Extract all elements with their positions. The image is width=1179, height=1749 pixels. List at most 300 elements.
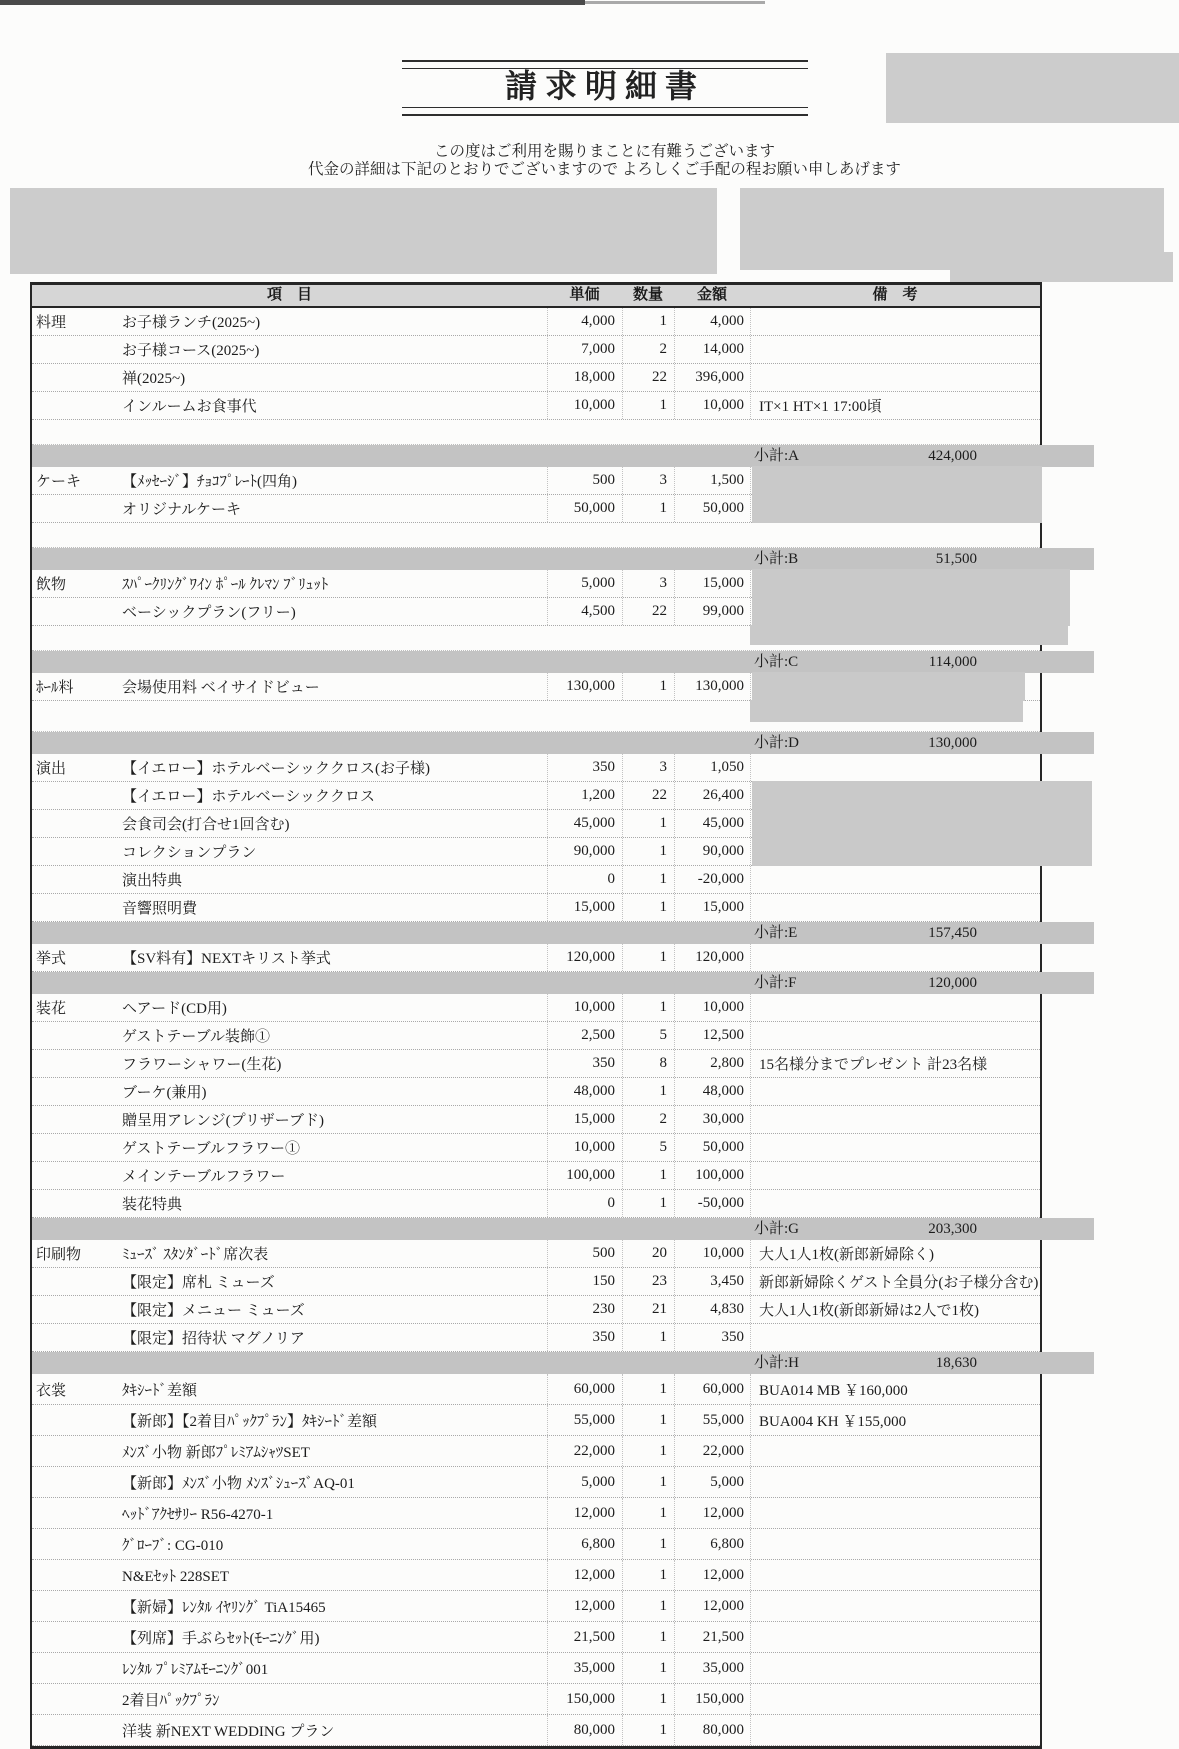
cell-category: 印刷物 [36,1247,82,1263]
scan-top-strip-dark [0,0,585,5]
subtotal-value: 203,300 [928,1221,977,1237]
cell-amount: 99,000 [674,598,750,625]
cell-item-name: ｽﾊﾟｰｸﾘﾝｸﾞﾜｲﾝ ﾎﾟｰﾙ ｸﾚﾏﾝ ﾌﾞﾘｭｯﾄ [122,577,329,593]
table-row [32,1162,1040,1190]
cell-item-name: 【ﾒｯｾｰｼﾞ】ﾁｮｺﾌﾟﾚｰﾄ(四角) [122,474,297,490]
cell-remarks [750,1529,1040,1559]
cell-amount: 12,000 [674,1560,750,1590]
subtotal-value: 114,000 [928,654,977,670]
cell-quantity: 1 [622,1436,674,1466]
cell-remarks: IT×1 HT×1 17:00頃 [750,392,1040,419]
redacted-remark [752,597,1070,626]
cell-amount: -20,000 [674,866,750,893]
cell-remarks [750,1467,1040,1497]
subtotal-row [32,445,1094,467]
cell-quantity: 1 [622,495,674,522]
subtotal-value: 130,000 [928,735,977,751]
cell-remarks: BUA014 MB ￥160,000 [750,1374,1040,1404]
cell-item-name: ベーシックプラン(フリー) [122,605,296,621]
cell-remarks: 新郎新婦除くゲスト全員分(お子様分含む) [750,1268,1040,1295]
cell-unit-price: 5,000 [547,1467,622,1497]
cell-item-name: 【SV料有】NEXTキリスト挙式 [122,951,331,967]
cell-unit-price: 100,000 [547,1162,622,1189]
cell-amount: 1,500 [674,467,750,494]
cell-category: 衣裳 [36,1382,67,1399]
cell-category [32,838,122,865]
cell-item-name: 【限定】席札 ミューズ [122,1275,275,1291]
cell-quantity: 1 [622,1591,674,1621]
section-gap [32,420,1040,445]
cell-item-name: 会食司会(打合せ1回含む) [122,817,290,833]
cell-unit-price: 500 [547,1240,622,1267]
cell-amount: -50,000 [674,1190,750,1217]
cell-quantity: 1 [622,1622,674,1652]
cell-category [32,1498,122,1528]
table-row [32,1268,1040,1296]
table-row [32,336,1040,364]
cell-category [32,1622,122,1652]
table-row [32,673,1040,701]
cell-amount: 1,050 [674,754,750,781]
cell-category [32,1560,122,1590]
cell-amount: 4,830 [674,1296,750,1323]
cell-amount: 90,000 [674,838,750,865]
table-row [32,598,1040,626]
cell-remarks [750,782,1040,809]
subtotal-row [32,1218,1094,1240]
cell-unit-price: 21,500 [547,1622,622,1652]
cell-quantity: 1 [622,1078,674,1105]
cell-category [32,810,122,837]
cell-unit-price: 2,500 [547,1022,622,1049]
cell-remarks [750,1498,1040,1528]
table-row [32,1405,1040,1436]
cell-category [32,1190,122,1217]
cell-quantity: 22 [622,782,674,809]
cell-remarks [750,1324,1040,1351]
table-row [32,994,1040,1022]
cell-amount: 50,000 [674,495,750,522]
table-row [32,1560,1040,1591]
cell-quantity: 1 [622,1715,674,1745]
cell-unit-price: 0 [547,1190,622,1217]
cell-remarks [750,1622,1040,1652]
table-row [32,1498,1040,1529]
cell-amount: 350 [674,1324,750,1351]
cell-item-name: 【イエロー】ホテルベーシッククロス(お子様) [122,761,431,777]
cell-category [32,1268,122,1295]
cell-amount: 50,000 [674,1134,750,1161]
cell-item-name: 【限定】招待状 マグノリア [122,1331,305,1347]
cell-quantity: 20 [622,1240,674,1267]
cell-amount: 100,000 [674,1162,750,1189]
cell-category [32,598,122,625]
cell-item-name: お子様コース(2025~) [122,343,260,359]
cell-item-name: 禅(2025~) [122,371,186,387]
cell-category: 挙式 [36,951,67,967]
cell-quantity: 1 [622,1467,674,1497]
cell-item-name: 2着目ﾊﾟｯｸﾌﾟﾗﾝ [122,1692,220,1709]
cell-item-name: お子様ランチ(2025~) [122,315,261,331]
table-row [32,810,1040,838]
subtotal-row [32,1352,1094,1374]
cell-amount: 80,000 [674,1715,750,1745]
header-amount: 金額 [696,287,727,303]
cell-quantity: 1 [622,308,674,335]
cell-unit-price: 12,000 [547,1591,622,1621]
redacted-remark [752,569,1070,598]
table-row [32,1324,1040,1352]
cell-quantity: 3 [622,754,674,781]
cell-remarks [750,495,1040,522]
cell-category: 飲物 [36,577,67,593]
cell-amount: 6,800 [674,1529,750,1559]
cell-unit-price: 4,500 [547,598,622,625]
cell-item-name: ﾍｯﾄﾞｱｸｾｻﾘｰ R56-4270-1 [122,1506,274,1523]
cell-remarks [750,1134,1040,1161]
cell-category [32,392,122,419]
table-row [32,570,1040,598]
table-row [32,1436,1040,1467]
cell-category [32,364,122,391]
cell-quantity: 8 [622,1050,674,1077]
subtotal-label: 小計:E [754,925,798,941]
cell-item-name: 【新郎】ﾒﾝｽﾞ小物 ﾒﾝｽﾞｼｭｰｽﾞAQ-01 [122,1475,355,1492]
cell-remarks [750,1436,1040,1466]
cell-category [32,1078,122,1105]
scan-top-strip-light [585,1,765,4]
cell-item-name: 【新郎】【2着目ﾊﾟｯｸﾌﾟﾗﾝ】ﾀｷｼｰﾄﾞ差額 [122,1413,378,1430]
table-row [32,1134,1040,1162]
cell-unit-price: 48,000 [547,1078,622,1105]
cell-quantity: 1 [622,1684,674,1714]
table-row [32,1591,1040,1622]
cell-item-name: オリジナルケーキ [122,502,241,518]
cell-category [32,1715,122,1745]
subtotal-row [32,922,1094,944]
cell-item-name: 【新婦】ﾚﾝﾀﾙ ｲﾔﾘﾝｸﾞ TiA15465 [122,1599,326,1616]
cell-category [32,1106,122,1133]
cell-quantity: 1 [622,838,674,865]
cell-quantity: 2 [622,336,674,363]
cell-category [32,1050,122,1077]
section-gap [32,523,1040,548]
cell-item-name: ﾀｷｼｰﾄﾞ差額 [122,1382,198,1399]
cell-remarks: 大人1人1枚(新郎新婦は2人で1枚) [750,1296,1040,1323]
redacted-remark [750,700,1023,722]
table-row [32,1715,1040,1746]
cell-quantity: 3 [622,467,674,494]
cell-remarks: BUA004 KH ￥155,000 [750,1405,1040,1435]
cell-amount: 120,000 [674,944,750,971]
cell-unit-price: 150 [547,1268,622,1295]
cell-quantity: 23 [622,1268,674,1295]
cell-item-name: ﾚﾝﾀﾙ ﾌﾟﾚﾐｱﾑﾓｰﾆﾝｸﾞ001 [122,1661,269,1678]
cell-amount: 10,000 [674,1240,750,1267]
cell-unit-price: 35,000 [547,1653,622,1683]
cell-unit-price: 12,000 [547,1498,622,1528]
cell-item-name: 【限定】メニュー ミューズ [122,1303,305,1319]
cell-amount: 26,400 [674,782,750,809]
cell-amount: 14,000 [674,336,750,363]
table-row [32,1684,1040,1715]
subtotal-value: 120,000 [928,975,977,991]
cell-remarks [750,1591,1040,1621]
table-row [32,1653,1040,1684]
cell-quantity: 1 [622,866,674,893]
cell-item-name: ヘアード(CD用) [122,1001,227,1017]
cell-quantity: 1 [622,1190,674,1217]
subtotal-value: 51,500 [935,551,977,567]
table-row [32,1022,1040,1050]
cell-unit-price: 7,000 [547,336,622,363]
table-row [32,1374,1040,1405]
cell-unit-price: 120,000 [547,944,622,971]
cell-item-name: ﾐｭｰｽﾞ ｽﾀﾝﾀﾞｰﾄﾞ席次表 [122,1247,269,1263]
section-gap [32,626,1040,651]
table-body [32,308,1040,1746]
subtotal-label: 小計:D [754,735,800,751]
redacted-recipient-block [10,188,717,274]
cell-category [32,1324,122,1351]
cell-remarks [750,1078,1040,1105]
cell-remarks [750,364,1040,391]
cell-unit-price: 60,000 [547,1374,622,1404]
cell-remarks [750,1022,1040,1049]
cell-remarks [750,336,1040,363]
subtotal-label: 小計:A [754,448,800,464]
cell-remarks [750,1162,1040,1189]
cell-unit-price: 4,000 [547,308,622,335]
cell-category [32,1529,122,1559]
cell-unit-price: 80,000 [547,1715,622,1745]
table-header-row [32,282,1040,308]
cell-amount: 12,000 [674,1591,750,1621]
cell-item-name: 【列席】手ぶらｾｯﾄ(ﾓｰﾆﾝｸﾞ用) [122,1630,320,1647]
table-row [32,467,1040,495]
cell-amount: 35,000 [674,1653,750,1683]
redacted-remark [752,837,1092,866]
table-row [32,1622,1040,1653]
cell-amount: 15,000 [674,894,750,921]
subtotal-row [32,548,1094,570]
cell-item-name: ﾒﾝｽﾞ小物 新郎ﾌﾟﾚﾐｱﾑｼｬﾂSET [122,1444,310,1461]
cell-amount: 396,000 [674,364,750,391]
cell-unit-price: 5,000 [547,570,622,597]
cell-quantity: 1 [622,1405,674,1435]
cell-amount: 10,000 [674,994,750,1021]
cell-item-name: ゲストテーブルフラワー① [122,1141,301,1157]
cell-quantity: 1 [622,894,674,921]
redacted-remark [750,625,1068,645]
cell-remarks [750,944,1040,971]
cell-quantity: 1 [622,673,674,700]
cell-quantity: 2 [622,1106,674,1133]
table-row [32,866,1040,894]
cell-category [32,1684,122,1714]
subtotal-label: 小計:H [754,1355,800,1371]
cell-category [32,1467,122,1497]
cell-unit-price: 150,000 [547,1684,622,1714]
cell-unit-price: 1,200 [547,782,622,809]
cell-item-name: インルームお食事代 [122,399,257,415]
table-row [32,944,1040,972]
cell-quantity: 3 [622,570,674,597]
header-quantity: 数量 [632,287,663,303]
cell-amount: 150,000 [674,1684,750,1714]
table-row [32,1050,1040,1078]
cell-category [32,1134,122,1161]
cell-amount: 2,800 [674,1050,750,1077]
title-rule-bottom [402,107,808,116]
table-row [32,308,1040,336]
table-row [32,754,1040,782]
header-unit-price: 単価 [569,287,600,303]
cell-item-name: 演出特典 [122,873,183,889]
cell-item-name: 装花特典 [122,1197,183,1213]
cell-item-name: 【イエロー】ホテルベーシッククロス [122,789,376,805]
table-row [32,838,1040,866]
greeting-line-1: この度はご利用を賜りまことに有難うございます [433,143,775,160]
table-row [32,495,1040,523]
cell-remarks [750,810,1040,837]
cell-category: 装花 [36,1001,67,1017]
subtotal-label: 小計:F [754,975,797,991]
subtotal-row [32,732,1094,754]
cell-unit-price: 0 [547,866,622,893]
table-row [32,1240,1040,1268]
cell-quantity: 1 [622,1653,674,1683]
subtotal-value: 18,630 [935,1355,977,1371]
table-row [32,1106,1040,1134]
cell-unit-price: 230 [547,1296,622,1323]
header-remarks: 備 考 [872,287,918,303]
cell-unit-price: 130,000 [547,673,622,700]
cell-remarks [750,866,1040,893]
cell-category: ﾎｰﾙ料 [36,680,74,696]
table-row [32,894,1040,922]
cell-quantity: 21 [622,1296,674,1323]
cell-quantity: 5 [622,1134,674,1161]
cell-category [32,1591,122,1621]
cell-quantity: 1 [622,1560,674,1590]
redacted-remark [752,781,1092,810]
cell-amount: 55,000 [674,1405,750,1435]
cell-remarks [750,838,1040,865]
cell-item-name: ｸﾞﾛｰﾌﾞ: CG-010 [122,1537,224,1554]
cell-unit-price: 45,000 [547,810,622,837]
cell-unit-price: 6,800 [547,1529,622,1559]
cell-amount: 60,000 [674,1374,750,1404]
subtotal-row [32,972,1094,994]
cell-remarks [750,754,1040,781]
cell-amount: 3,450 [674,1268,750,1295]
cell-remarks [750,1684,1040,1714]
subtotal-label: 小計:B [754,551,799,567]
cell-item-name: フラワーシャワー(生花) [122,1057,282,1073]
cell-unit-price: 12,000 [547,1560,622,1590]
table-row [32,1467,1040,1498]
cell-quantity: 1 [622,994,674,1021]
redacted-remark [752,809,1092,838]
cell-remarks: 大人1人1枚(新郎新婦除く) [750,1240,1040,1267]
cell-remarks [750,1653,1040,1683]
cell-category [32,894,122,921]
cell-remarks [750,308,1040,335]
greeting-line-2: 代金の詳細は下記のとおりでございますので よろしくご手配の程お願い申しあげます [308,161,901,178]
cell-quantity: 1 [622,1374,674,1404]
cell-item-name: 音響照明費 [122,901,198,917]
table-row [32,1190,1040,1218]
cell-category [32,1022,122,1049]
cell-remarks [750,1106,1040,1133]
cell-quantity: 5 [622,1022,674,1049]
cell-amount: 4,000 [674,308,750,335]
cell-category [32,1436,122,1466]
cell-amount: 22,000 [674,1436,750,1466]
cell-category [32,1405,122,1435]
cell-unit-price: 10,000 [547,392,622,419]
cell-amount: 12,000 [674,1498,750,1528]
cell-category: 演出 [36,761,67,777]
cell-remarks: 15名様分までプレゼント 計23名様 [750,1050,1040,1077]
cell-unit-price: 15,000 [547,1106,622,1133]
subtotal-value: 157,450 [928,925,977,941]
cell-remarks [750,994,1040,1021]
subtotal-value: 424,000 [928,448,977,464]
cell-item-name: ブーケ(兼用) [122,1085,207,1101]
cell-quantity: 1 [622,1324,674,1351]
cell-remarks [750,673,1040,700]
cell-unit-price: 350 [547,1050,622,1077]
cell-category: 料理 [36,315,67,331]
subtotal-label: 小計:G [754,1221,800,1237]
cell-unit-price: 90,000 [547,838,622,865]
cell-unit-price: 50,000 [547,495,622,522]
cell-remarks [750,467,1040,494]
subtotal-label: 小計:C [754,654,799,670]
table-row [32,392,1040,420]
cell-quantity: 1 [622,1498,674,1528]
table-row [32,782,1040,810]
cell-quantity: 1 [622,392,674,419]
cell-quantity: 22 [622,364,674,391]
cell-category [32,782,122,809]
cell-item-name: 贈呈用アレンジ(プリザーブド) [122,1113,324,1129]
table-row [32,1296,1040,1324]
cell-item-name: メインテーブルフラワー [122,1169,286,1185]
redacted-remark [752,466,1042,495]
cell-quantity: 1 [622,810,674,837]
cell-amount: 45,000 [674,810,750,837]
cell-remarks [750,1715,1040,1745]
page-title: 請求明細書 [504,68,705,104]
cell-unit-price: 22,000 [547,1436,622,1466]
cell-amount: 48,000 [674,1078,750,1105]
cell-remarks [750,598,1040,625]
cell-unit-price: 15,000 [547,894,622,921]
cell-item-name: 洋装 新NEXT WEDDING プラン [122,1723,335,1740]
cell-amount: 30,000 [674,1106,750,1133]
cell-unit-price: 350 [547,1324,622,1351]
cell-item-name: N&Eｾｯﾄ 228SET [122,1568,230,1585]
cell-unit-price: 350 [547,754,622,781]
cell-category [32,1296,122,1323]
invoice-table [30,282,1042,1749]
redacted-remark [752,672,1025,701]
header-item: 項 目 [266,287,312,303]
cell-unit-price: 500 [547,467,622,494]
